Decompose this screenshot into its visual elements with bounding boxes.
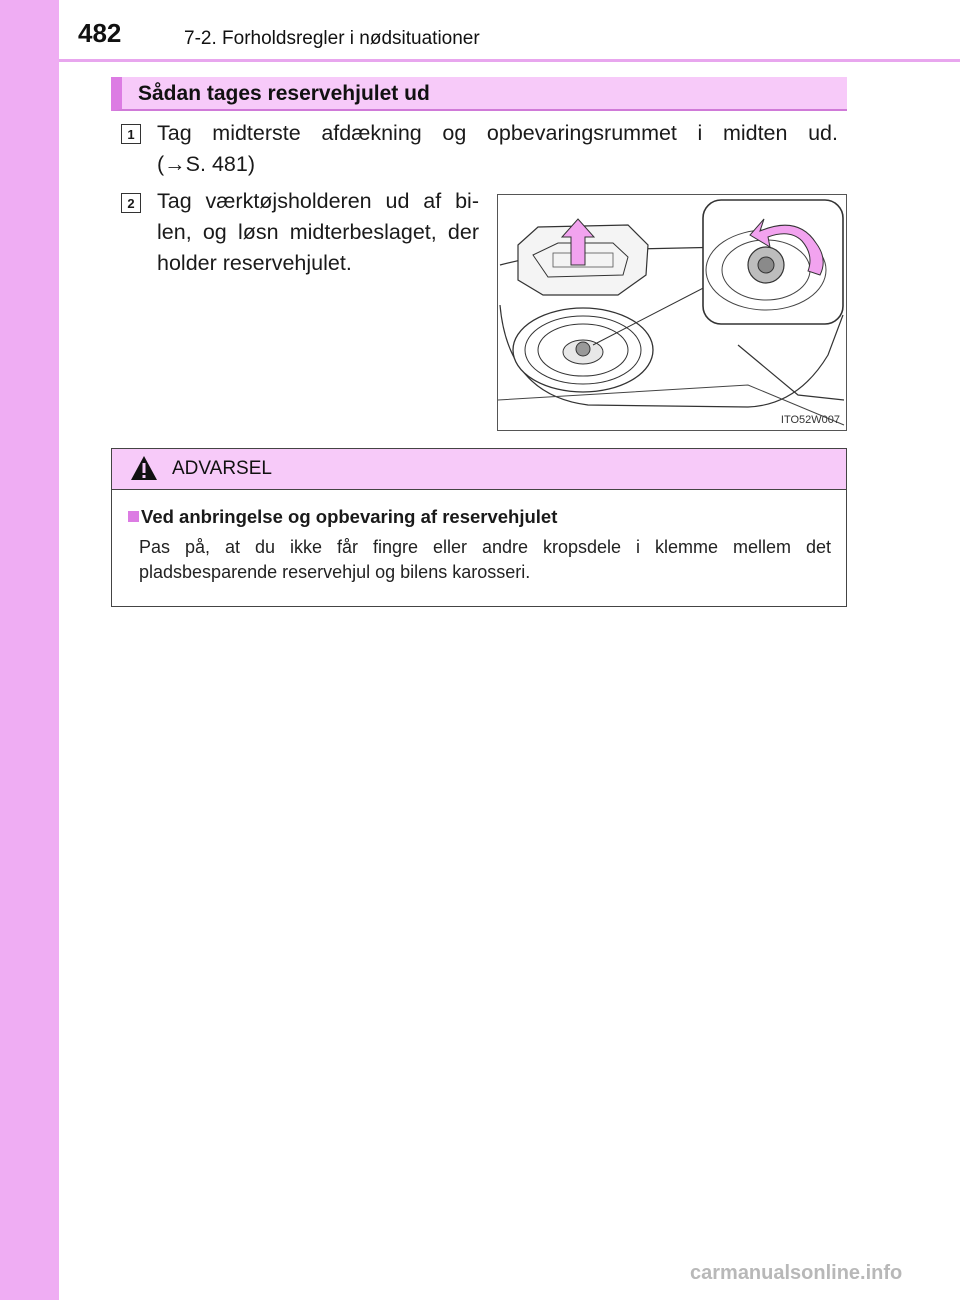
step-1-text <box>157 118 838 180</box>
chapter-title: 7-2. Forholdsregler i nødsituationer <box>184 28 480 49</box>
step-1-line-1: Tag midterste afdækning og opbevaringsrummet i midten ud. <box>157 121 838 145</box>
warning-header <box>112 449 846 490</box>
spare-wheel-drawing <box>498 195 846 430</box>
spare-wheel-illustration <box>497 194 847 431</box>
warning-triangle-icon <box>130 455 158 481</box>
step-2-text: Tag værktøjsholderen ud af bi-len, og løsn midterbeslaget, der holder reservehjulet. <box>157 189 479 275</box>
step-1-reference: (→S. 481) <box>157 152 255 176</box>
header-rule <box>59 59 960 62</box>
section-title: Sådan tages reservehjulet ud <box>138 82 430 105</box>
step-number-1: 1 <box>121 124 141 144</box>
step-number-2: 2 <box>121 193 141 213</box>
watermark: carmanualsonline.info <box>690 1262 903 1284</box>
warning-box <box>111 448 847 607</box>
section-heading-bar <box>111 77 847 111</box>
warning-subtitle: Ved anbringelse og opbevaring af reservehjulet <box>141 506 558 527</box>
warning-body: Pas på, at du ikke får fingre eller andre kropsdele i klemme mellem det pladsbesparende reservehjul og bilens karosseri. <box>139 537 831 582</box>
side-color-band <box>0 0 59 1300</box>
page-number: 482 <box>78 18 122 48</box>
illustration-code: ITO52W007 <box>780 414 840 426</box>
square-bullet-icon <box>128 511 139 522</box>
warning-label: ADVARSEL <box>172 458 272 479</box>
